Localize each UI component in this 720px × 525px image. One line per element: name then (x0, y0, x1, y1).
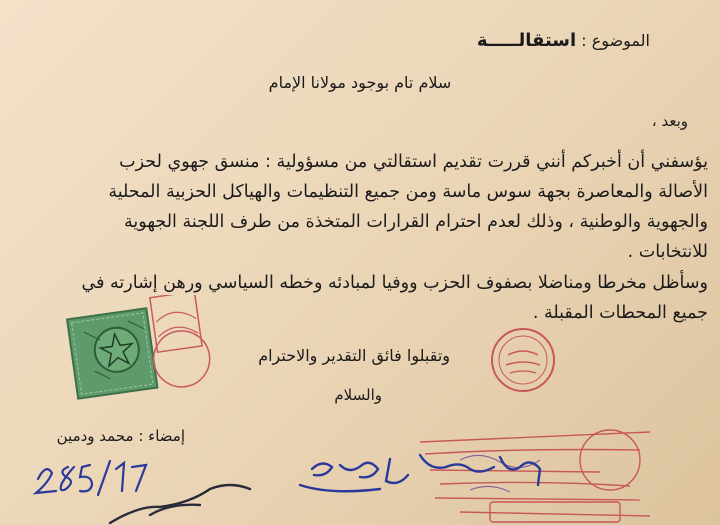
subject-line (477, 30, 650, 51)
greeting: سلام تام بوجود مولانا الإمام (268, 73, 452, 92)
handwritten-signature-icon (0, 445, 720, 525)
paragraph-line: الأصالة والمعاصرة بجهة سوس ماسة ومن جميع التنظيمات والهياكل الحزبية المحلية (108, 182, 708, 202)
fiscal-stamp-icon (62, 295, 212, 405)
paragraph-resignation (8, 147, 708, 267)
salutation: والسلام (334, 386, 382, 404)
paragraph-line: يؤسفني أن أخبركم أنني قررت تقديم استقالتي من مسؤولية : منسق جهوي لحزب (119, 152, 708, 172)
opening-phrase: وبعد ، (651, 112, 688, 130)
paragraph-line: جميع المحطات المقبلة . (532, 303, 708, 323)
paragraph-line: والجهوية والوطنية ، وذلك لعدم احترام القرارات المتخذة من طرف اللجنة الجهوية (124, 212, 708, 232)
subject-title: استقالـــــة (476, 30, 577, 51)
signature-label: إمضاء : محمد ودمين (56, 427, 185, 445)
paragraph-line: وسأظل مخرطا ومناضلا بصفوف الحزب ووفيا لمبادئه وخطه السياسي ورهن إشارته في (81, 273, 708, 293)
round-seal-icon (488, 325, 558, 395)
subject-label: الموضوع : (581, 31, 650, 50)
closing-line: وتقبلوا فائق التقدير والاحترام (258, 346, 450, 365)
paragraph-line: للانتخابات . (627, 242, 708, 262)
